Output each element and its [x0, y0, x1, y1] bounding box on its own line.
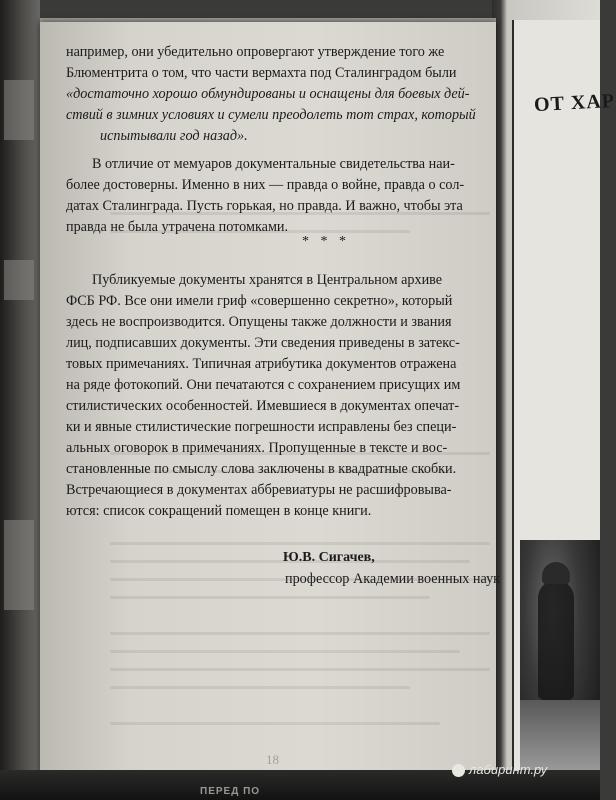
cover-title: ОТ ХАР [533, 89, 616, 117]
text-line: датах Сталинграда. Пусть горькая, но правда. И важно, чтобы эта [66, 198, 463, 214]
text-line: ются: список сокращений помещен в конце книги. [66, 503, 372, 519]
text-line: ФСБ РФ. Все они имели гриф «совершенно секретно», который [66, 293, 453, 309]
signature-name: Ю.В. Сигачев, [283, 550, 375, 565]
text-line: товых примечаниях. Типичная атрибутика документов отражена [66, 356, 457, 372]
bottom-book-spine-text: ПЕРЕД ПО [200, 786, 261, 797]
text-line: стилистических особенностей. Имевшиеся в документах опечат- [66, 398, 460, 414]
text-line: например, они убедительно опровергают утверждение того же [66, 44, 445, 60]
text-line: более достоверны. Именно в них — правда о войне, правда о сол- [66, 177, 465, 193]
text-line: Блюментрита о том, что части вермахта под Сталинградом были [66, 65, 457, 81]
text-line-italic: ствий в зимних условиях и сумели преодолеть тот страх, который [66, 107, 476, 123]
text-line-italic: «достаточно хорошо обмундированы и оснащены для боевых дей- [66, 86, 470, 102]
text-line: В отличие от мемуаров документальные свидетельства наи- [92, 156, 455, 172]
left-background [0, 0, 40, 800]
cover-panel [512, 20, 616, 780]
text-line: Публикуемые документы хранятся в Центральном архиве [92, 272, 443, 288]
cover-photo-soldier [520, 540, 600, 770]
book-page [40, 22, 501, 780]
text-line: альных оговорок в примечаниях. Пропущенные в тексте и вос- [66, 440, 448, 456]
text-line: правда не была утрачена потомками. [66, 219, 289, 235]
text-line: на ряде фотокопий. Они печатаются с сохранением присущих им [66, 377, 461, 393]
signature-title: профессор Академии военных наук [285, 571, 501, 587]
text-line: ки и явные стилистические погрешности исправлены без специ- [66, 419, 457, 435]
section-separator: * * * [302, 234, 350, 249]
text-line: здесь не воспроизводится. Опущены также должности и звания [66, 314, 452, 330]
helmet-icon [542, 562, 570, 584]
text-line: Встречающиеся в документах аббревиатуры не расшифровыва- [66, 482, 452, 498]
text-line-italic: испытывали год назад». [100, 128, 248, 144]
text-line: лиц, подписавших документы. Эти сведения приведены в затекс- [66, 335, 460, 351]
watermark [452, 762, 547, 777]
text-line: становленные по смыслу слова заключены в квадратные скобки. [66, 461, 457, 477]
labirint-logo-icon [452, 764, 465, 777]
watermark-text: лабиринт.ру [469, 762, 548, 777]
page-number: 18 [266, 752, 279, 767]
